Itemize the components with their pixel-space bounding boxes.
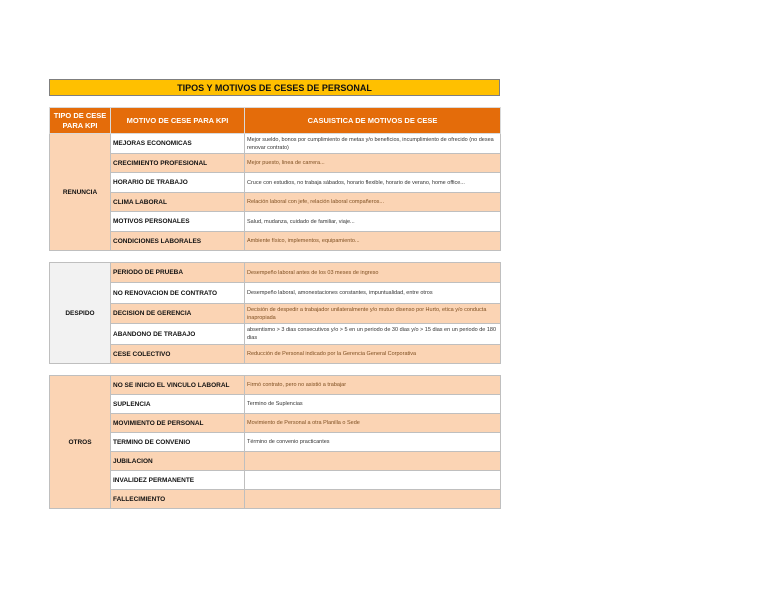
table-row bbox=[50, 345, 501, 364]
casuistica-cell[interactable]: Desempeño laboral antes de los 03 meses de ingreso bbox=[245, 263, 501, 283]
casuistica-cell[interactable]: Desempeño laboral, amonestaciones constantes, impuntualidad, entre otros bbox=[245, 283, 501, 304]
header-motivo[interactable]: MOTIVO DE CESE PARA KPI bbox=[111, 108, 245, 134]
motivo-cell[interactable]: JUBILACION bbox=[111, 452, 245, 471]
motivo-cell[interactable]: MOVIMIENTO DE PERSONAL bbox=[111, 414, 245, 433]
motivo-cell[interactable]: HORARIO DE TRABAJO bbox=[111, 173, 245, 193]
motivo-cell[interactable]: MEJORAS ECONOMICAS bbox=[111, 134, 245, 154]
motivo-cell[interactable]: NO RENOVACION DE CONTRATO bbox=[111, 283, 245, 304]
motivo-cell[interactable]: TERMINO DE CONVENIO bbox=[111, 433, 245, 452]
table-row bbox=[50, 263, 501, 283]
table-row bbox=[50, 376, 501, 395]
casuistica-cell[interactable] bbox=[245, 471, 501, 490]
casuistica-cell[interactable] bbox=[245, 490, 501, 509]
casuistica-cell[interactable]: Reducción de Personal indicado por la Gerencia General Corporativa bbox=[245, 345, 501, 364]
table-row bbox=[50, 134, 501, 154]
casuistica-cell[interactable]: Termino de Suplencias bbox=[245, 395, 501, 414]
motivo-cell[interactable]: DECISION DE GERENCIA bbox=[111, 304, 245, 324]
despido-table bbox=[49, 262, 501, 364]
table-row bbox=[50, 471, 501, 490]
tipo-cell[interactable]: OTROS bbox=[50, 376, 111, 509]
table-row bbox=[50, 154, 501, 173]
motivo-cell[interactable]: FALLECIMIENTO bbox=[111, 490, 245, 509]
motivo-cell[interactable]: CESE COLECTIVO bbox=[111, 345, 245, 364]
motivo-cell[interactable]: NO SE INICIO EL VINCULO LABORAL bbox=[111, 376, 245, 395]
table-row bbox=[50, 232, 501, 251]
motivo-cell[interactable]: SUPLENCIA bbox=[111, 395, 245, 414]
table-row bbox=[50, 173, 501, 193]
casuistica-cell[interactable]: Mejor sueldo, bonos por cumplimiento de metas y/o beneficios, incumplimiento de ofrecido (no desea renovar contrato) bbox=[245, 134, 501, 154]
table-row bbox=[50, 433, 501, 452]
spreadsheet bbox=[49, 79, 500, 509]
casuistica-cell[interactable]: Cruce con estudios, no trabaja sábados, horario flexible, horario de verano, home office... bbox=[245, 173, 501, 193]
header-row bbox=[50, 108, 501, 134]
table-row bbox=[50, 304, 501, 324]
sheet-title: TIPOS Y MOTIVOS DE CESES DE PERSONAL bbox=[49, 79, 500, 96]
casuistica-cell[interactable]: Movimiento de Personal a otra Planilla o Sede bbox=[245, 414, 501, 433]
motivo-cell[interactable]: CLIMA LABORAL bbox=[111, 193, 245, 212]
tipo-cell[interactable]: RENUNCIA bbox=[50, 134, 111, 251]
motivo-cell[interactable]: CONDICIONES LABORALES bbox=[111, 232, 245, 251]
casuistica-cell[interactable] bbox=[245, 452, 501, 471]
header-tipo[interactable]: TIPO DE CESE PARA KPI bbox=[50, 108, 111, 134]
table-row bbox=[50, 212, 501, 232]
casuistica-cell[interactable]: Ambiente físico, implementos, equipamiento... bbox=[245, 232, 501, 251]
casuistica-cell[interactable]: Firmó contrato, pero no asistió a trabajar bbox=[245, 376, 501, 395]
table-row bbox=[50, 193, 501, 212]
motivo-cell[interactable]: ABANDONO DE TRABAJO bbox=[111, 324, 245, 345]
table-row bbox=[50, 414, 501, 433]
otros-table bbox=[49, 375, 501, 509]
motivo-cell[interactable]: PERIODO DE PRUEBA bbox=[111, 263, 245, 283]
casuistica-cell[interactable]: absentismo > 3 dias consecutivos y/o > 5 en un periodo de 30 dias y/o > 15 dias en un periodo de 180 dias bbox=[245, 324, 501, 345]
table-row bbox=[50, 452, 501, 471]
motivo-cell[interactable]: CRECIMIENTO PROFESIONAL bbox=[111, 154, 245, 173]
casuistica-cell[interactable]: Mejor puesto, linea de carrera... bbox=[245, 154, 501, 173]
table-row bbox=[50, 324, 501, 345]
table-row bbox=[50, 395, 501, 414]
table-row bbox=[50, 283, 501, 304]
tipo-cell[interactable]: DESPIDO bbox=[50, 263, 111, 364]
motivo-cell[interactable]: INVALIDEZ PERMANENTE bbox=[111, 471, 245, 490]
table-row bbox=[50, 490, 501, 509]
casuistica-cell[interactable]: Decisión de despedir a trabajador unilateralmente y/o mutuo disenso por Hurto, etica y/o conducta inapropiada bbox=[245, 304, 501, 324]
casuistica-cell[interactable]: Relación laboral con jefe, relación laboral compañeros... bbox=[245, 193, 501, 212]
renuncia-table bbox=[49, 107, 501, 251]
motivo-cell[interactable]: MOTIVOS PERSONALES bbox=[111, 212, 245, 232]
header-casuistica[interactable]: CASUISTICA DE MOTIVOS DE CESE bbox=[245, 108, 501, 134]
casuistica-cell[interactable]: Término de convenio practicantes bbox=[245, 433, 501, 452]
casuistica-cell[interactable]: Salud, mudanza, cuidado de familiar, viaje... bbox=[245, 212, 501, 232]
